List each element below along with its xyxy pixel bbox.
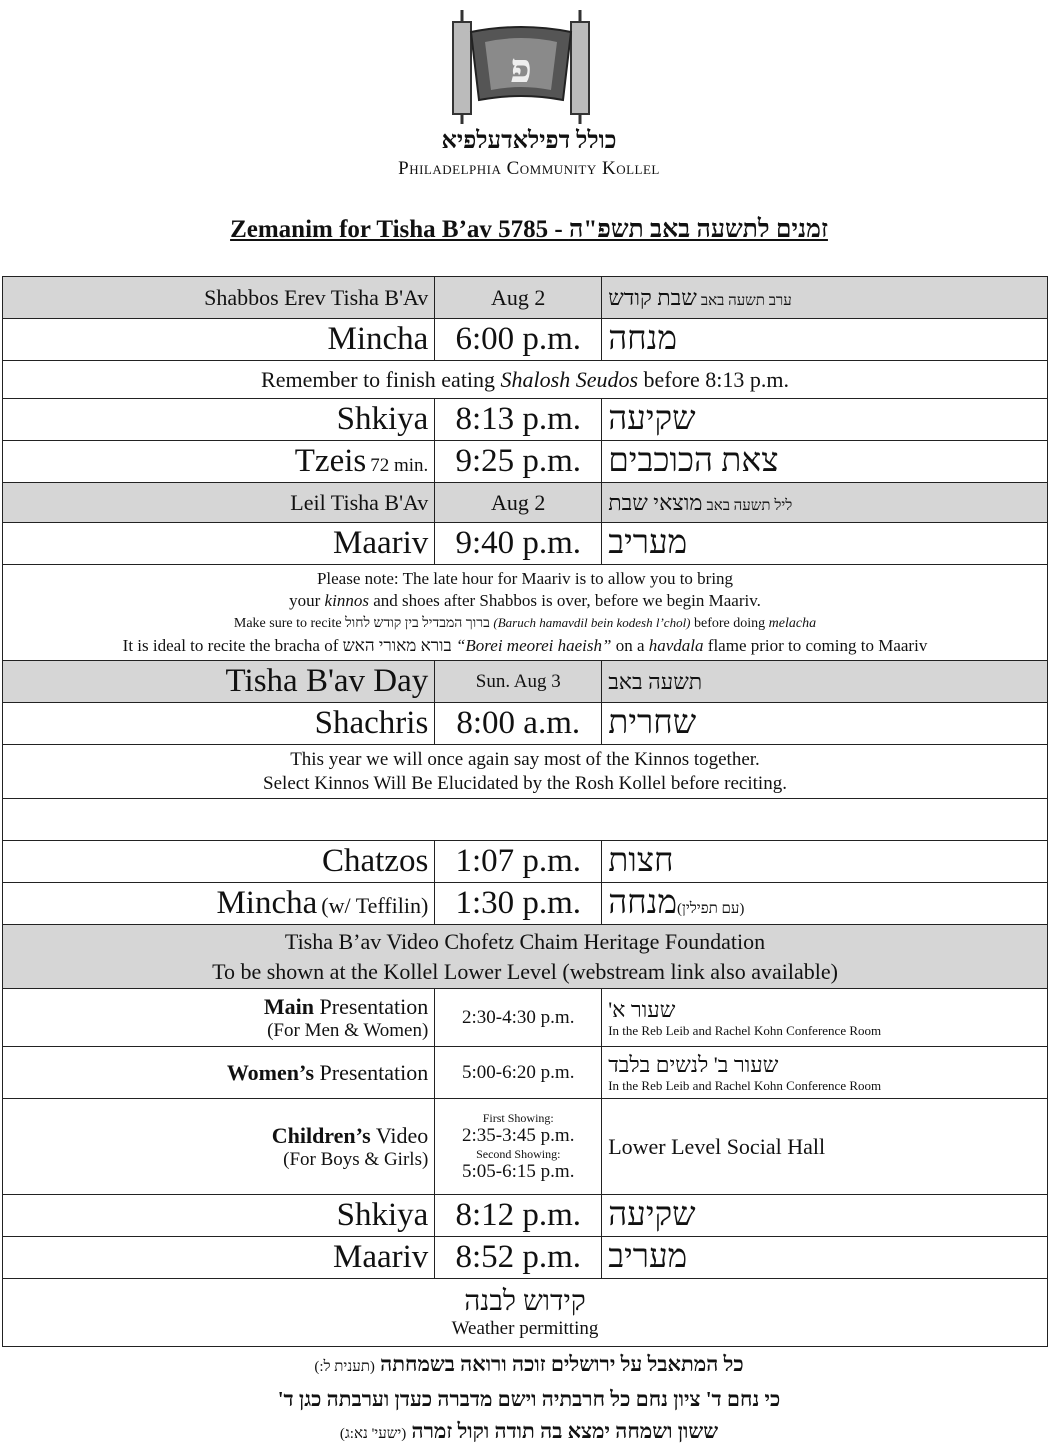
row-label: Maariv <box>3 1237 435 1279</box>
row-label: Women’s Presentation <box>3 1047 435 1099</box>
zemanim-table <box>2 276 1048 1347</box>
row-hebrew: מעריב <box>608 1239 688 1275</box>
table-row <box>3 1047 1048 1099</box>
table-row <box>3 703 1048 745</box>
maariv-note: Please note: The late hour for Maariv is to allow you to bring your kinnos and shoes after Shabbos is over, before we begin Maariv. Make sure to recite ברוך המבדיל בין קודש לחול (Baruch hamavdil bein kodesh l’chol) before doing melacha It is ideal to recite the bracha of בורא מאורי האש “Borei meorei haeish” on a havdala flame prior to coming to Maariv <box>3 565 1048 661</box>
row-time: First Showing: 2:35-3:45 p.m. Second Showing: 5:05-6:15 p.m. <box>435 1099 602 1195</box>
page-title: Zemanim for Tisha B’av 5785 - זמנים לתשעה באב תשפ"ה <box>230 216 828 243</box>
section-header-tisha-bav-day <box>3 661 1048 703</box>
logo <box>0 0 1058 200</box>
row-hebrew: חצות <box>608 843 674 879</box>
row-label: Children’s Video (For Boys & Girls) <box>3 1099 435 1195</box>
section-header-leil <box>3 483 1048 523</box>
row-label: Shachris <box>3 703 435 745</box>
row-hebrew: מעריב <box>608 525 688 561</box>
table-row <box>3 841 1048 883</box>
row-label: Shkiya <box>3 399 435 441</box>
table-row <box>3 523 1048 565</box>
row-label: Leil Tisha B'Av <box>3 483 435 523</box>
video-header: Tisha B’av Video Chofetz Chaim Heritage Foundation To be shown at the Kollel Lower Level (webstream link also available) <box>3 925 1048 989</box>
row-hebrew: מוצאי שבת ליל תשעה באב <box>602 483 1048 523</box>
empty-row <box>3 799 1048 841</box>
table-row <box>3 399 1048 441</box>
row-time: 8:52 p.m. <box>435 1237 602 1279</box>
row-hebrew: שעור ב' לנשים בלבד In the Reb Leib and Rachel Kohn Conference Room <box>602 1047 1048 1099</box>
footer-line-1: כל המתאבל על ירושלים זוכה ורואה בשמחתה (תענית ל:) <box>314 1352 744 1376</box>
kiddush-levana-row <box>3 1279 1048 1347</box>
table-row <box>3 883 1048 925</box>
row-time: 9:40 p.m. <box>435 523 602 565</box>
row-label: Shabbos Erev Tisha B'Av <box>3 277 435 319</box>
svg-text:פ: פ <box>510 45 532 92</box>
row-time: 8:00 a.m. <box>435 703 602 745</box>
row-time: 5:00-6:20 p.m. <box>435 1047 602 1099</box>
shalosh-seudos-note: Remember to finish eating Shalosh Seudos before 8:13 p.m. <box>3 361 1048 399</box>
row-hebrew: שחרית <box>608 705 697 741</box>
row-hebrew: שבת קודש ערב תשעה באב <box>602 277 1048 319</box>
footer-verses <box>0 1348 1058 1450</box>
row-hebrew: שעור א' In the Reb Leib and Rachel Kohn Conference Room <box>602 989 1048 1047</box>
row-time: 1:07 p.m. <box>435 841 602 883</box>
maariv-note-row <box>3 565 1048 661</box>
table-row <box>3 1099 1048 1195</box>
section-header-shabbos <box>3 277 1048 319</box>
row-time: 9:25 p.m. <box>435 441 602 483</box>
scroll-logo-icon <box>445 8 615 126</box>
row-time: 2:30-4:30 p.m. <box>435 989 602 1047</box>
row-hebrew: צאת הכוכבים <box>608 443 779 479</box>
table-row <box>3 1195 1048 1237</box>
row-time: 1:30 p.m. <box>435 883 602 925</box>
row-date: Sun. Aug 3 <box>435 661 602 703</box>
row-label: Shkiya <box>3 1195 435 1237</box>
row-date: Aug 2 <box>435 277 602 319</box>
table-row <box>3 319 1048 361</box>
table-row <box>3 441 1048 483</box>
row-hebrew: מנחה <box>608 321 678 357</box>
row-time: 8:12 p.m. <box>435 1195 602 1237</box>
row-label: Tisha B'av Day <box>3 661 435 703</box>
footer-line-3: ששון ושמחה ימצא בה תודה וקול זמרה (ישעי' נא:ג) <box>339 1419 719 1443</box>
logo-english-name: Philadelphia Community Kollel <box>398 158 660 179</box>
row-date: Aug 2 <box>435 483 602 523</box>
table-row <box>3 1237 1048 1279</box>
row-time: 8:13 p.m. <box>435 399 602 441</box>
logo-hebrew-name: כולל דפילאדעלפיא <box>441 128 617 154</box>
row-hebrew: שקיעה <box>608 1197 696 1233</box>
row-label: Maariv <box>3 523 435 565</box>
kinnos-note-row <box>3 745 1048 799</box>
row-location: Lower Level Social Hall <box>602 1099 1048 1195</box>
row-label: Mincha (w/ Teffilin) <box>3 883 435 925</box>
row-hebrew: שקיעה <box>608 401 696 437</box>
note-row <box>3 361 1048 399</box>
video-section-header <box>3 925 1048 989</box>
row-label: Tzeis 72 min. <box>3 441 435 483</box>
footer-line-2: כי נחם ד' ציון נחם כל חרבתיה וישם מדברה כעדן וערבתה כגן ד' <box>277 1387 781 1411</box>
row-label: Chatzos <box>3 841 435 883</box>
kinnos-note: This year we will once again say most of the Kinnos together. Select Kinnos Will Be Elucidated by the Rosh Kollel before reciting. <box>3 745 1048 799</box>
table-row <box>3 989 1048 1047</box>
row-label: Main Presentation (For Men & Women) <box>3 989 435 1047</box>
kiddush-levana: קידוש לבנה Weather permitting <box>3 1279 1048 1347</box>
row-hebrew: מנחה(עם תפילין) <box>602 883 1048 925</box>
row-label: Mincha <box>3 319 435 361</box>
row-time: 6:00 p.m. <box>435 319 602 361</box>
row-hebrew: תשעה באב <box>608 668 703 694</box>
